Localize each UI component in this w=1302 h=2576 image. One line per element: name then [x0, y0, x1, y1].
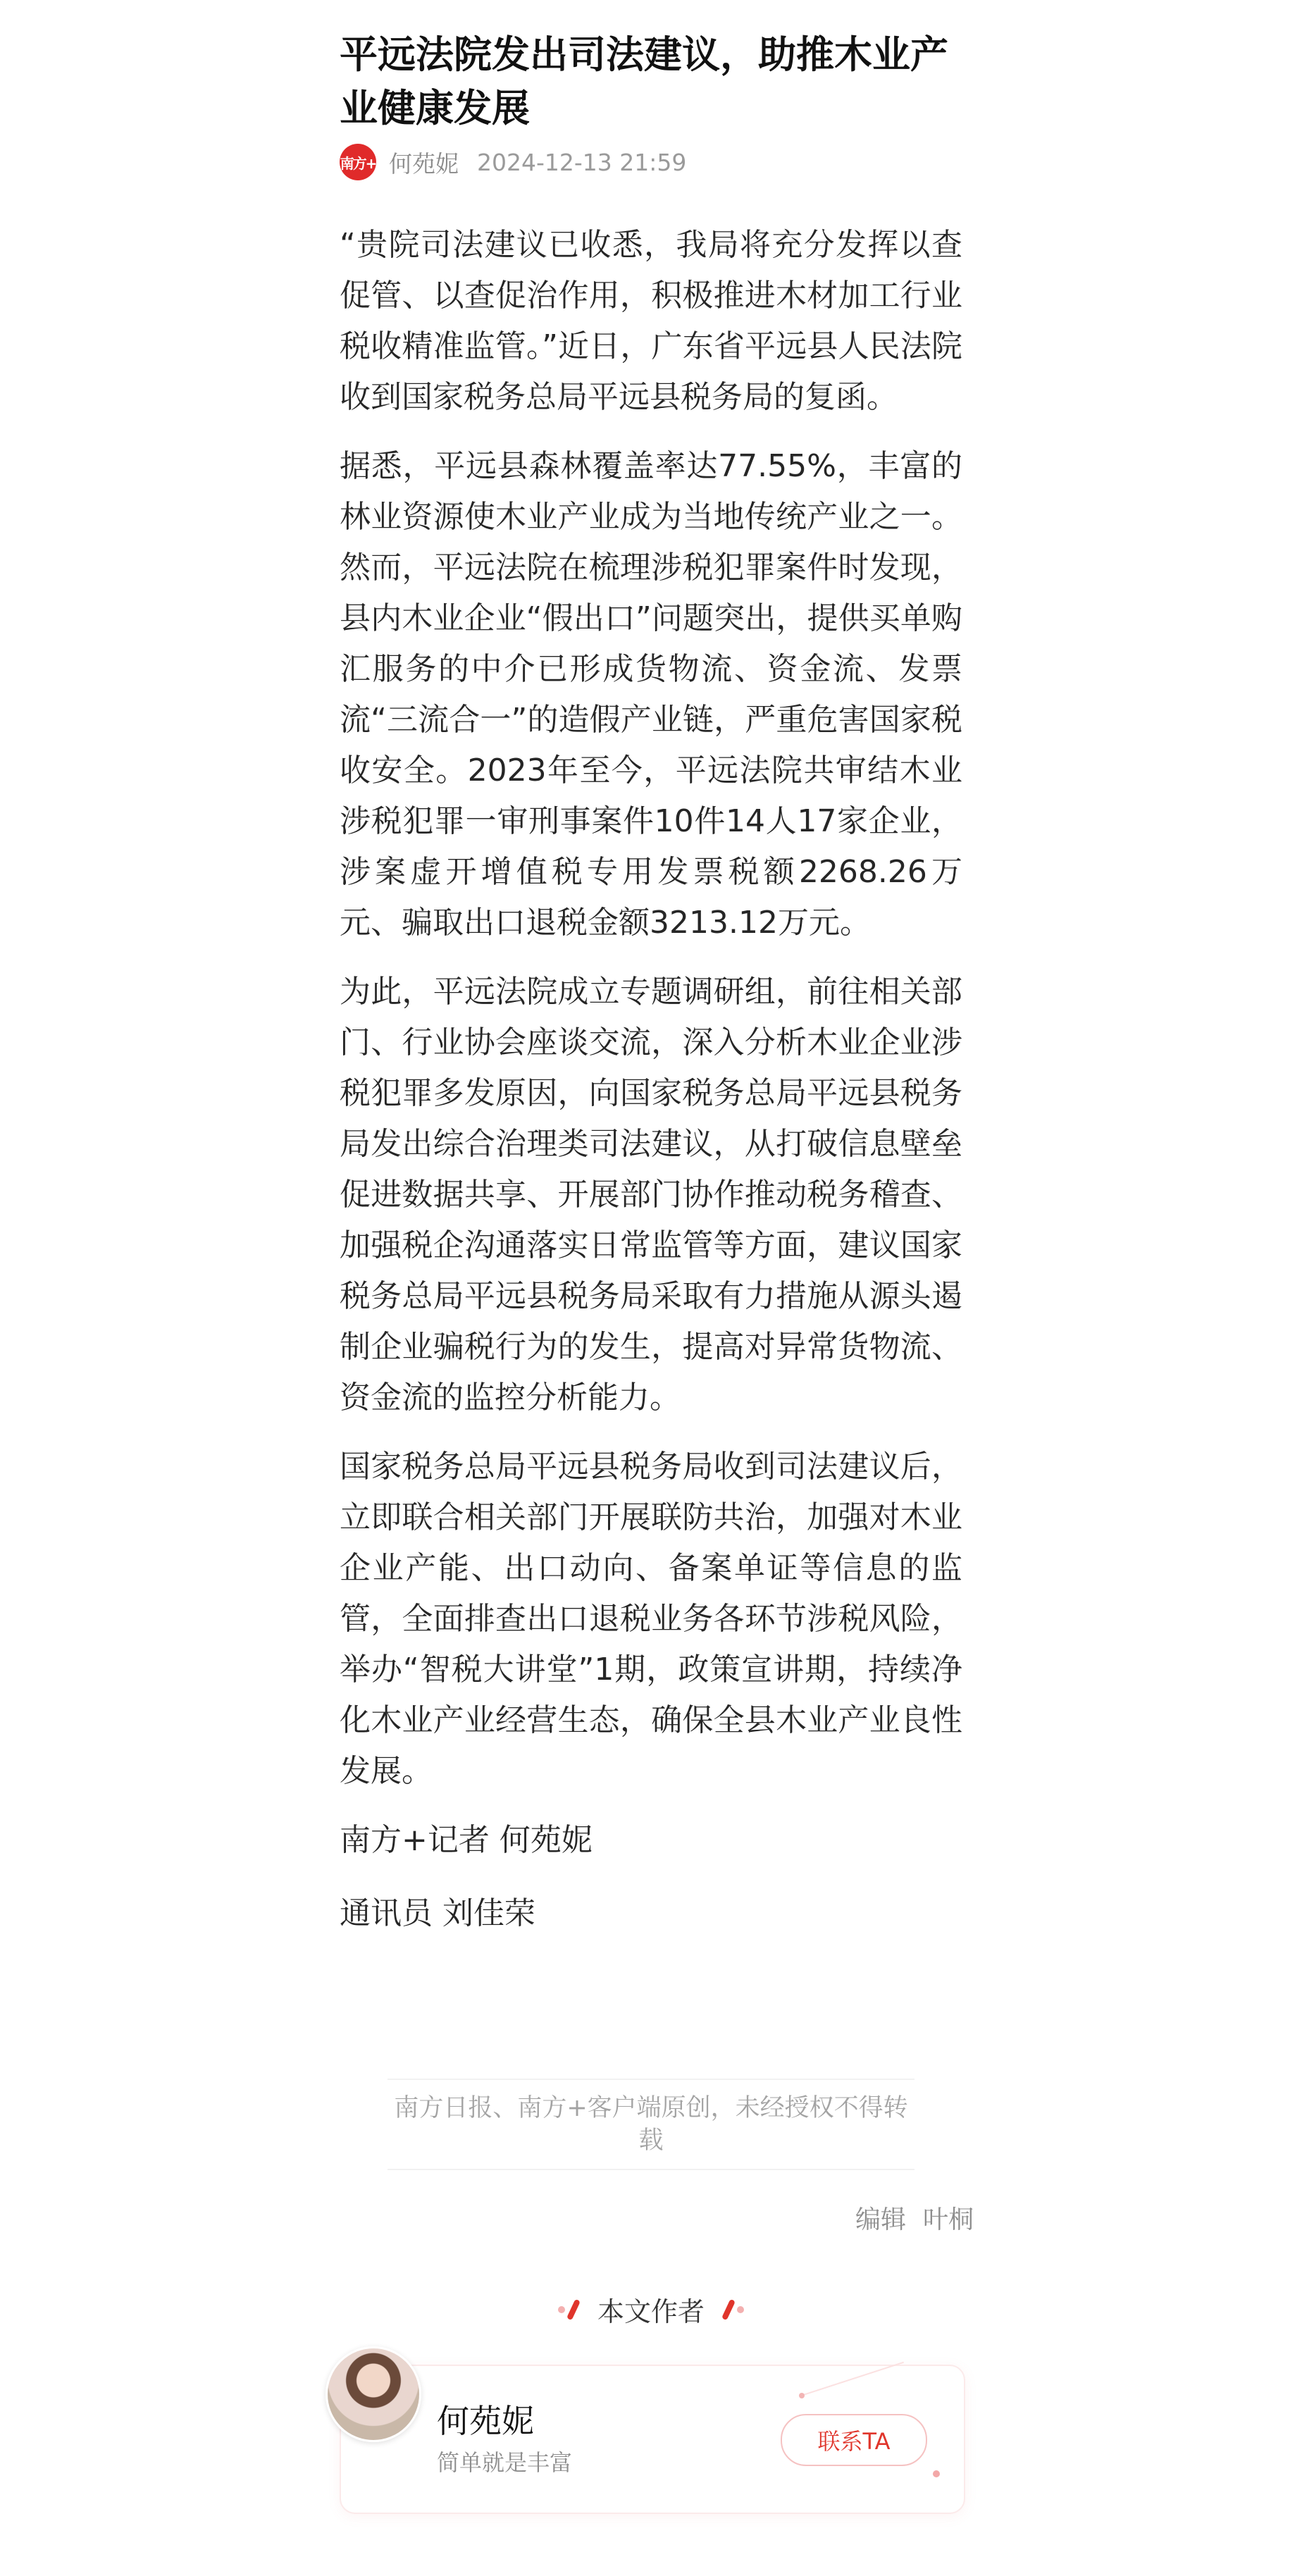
card-decoration-dot: [799, 2393, 805, 2398]
author-avatar[interactable]: [326, 2346, 421, 2442]
paragraph: “贵院司法建议已收悉，我局将充分发挥以查促管、以查促治作用，积极推进木材加工行业税收精准监管。”近日，广东省平远县人民法院收到国家税务总局平远县税务局的复函。: [340, 227, 962, 415]
author-signature: 简单就是丰富: [437, 2449, 573, 2476]
editor-line: [838, 2200, 974, 2236]
author-section-heading: [0, 2290, 1302, 2329]
right-decoration-icon: [720, 2299, 744, 2320]
author-heading-text: 本文作者: [597, 2296, 705, 2327]
correspondent-credit: 通讯员 刘佳荣: [340, 1895, 535, 1931]
copyright-notice: 南方日报、南方+客户端原创，未经授权不得转载: [388, 2079, 914, 2170]
article-title: 平远法院发出司法建议，助推木业产业健康发展: [340, 32, 948, 130]
card-decoration-dot: [933, 2470, 940, 2477]
nanfang-logo-icon: 南方+: [340, 144, 376, 180]
article-body: [340, 220, 962, 1962]
paragraph: 据悉，平远县森林覆盖率达77.55%，丰富的林业资源使木业产业成为当地传统产业之一。然而，平远法院在梳理涉税犯罪案件时发现，县内木业企业“假出口”问题突出，提供买单购汇服务的中介已形成货物流、资金流、发票流“三流合一”的造假产业链，严重危害国家税收安全。2023年至今，平远法院共审结木业涉税犯罪一审刑事案件10件14人17家企业，涉案虚开增值税专用发票税额2268.26万元、骗取出口退税金额3213.12万元。: [340, 448, 962, 941]
author-card-name[interactable]: 何苑妮: [437, 2402, 534, 2440]
contact-author-button[interactable]: 联系TA: [781, 2414, 927, 2466]
editor-label: 编辑: [855, 2205, 906, 2234]
paragraph: 为此，平远法院成立专题调研组，前往相关部门、行业协会座谈交流，深入分析木业企业涉税犯罪多发原因，向国家税务总局平远县税务局发出综合治理类司法建议，从打破信息壁垒促进数据共享、开展部门协作推动税务稽查、加强税企沟通落实日常监管等方面，建议国家税务总局平远县税务局采取有力措施从源头遏制企业骗税行为的发生，提高对异常货物流、资金流的监控分析能力。: [340, 974, 962, 1416]
editor-name: 叶桐: [922, 2205, 974, 2234]
author-name[interactable]: 何苑妮: [389, 149, 459, 178]
reporter-credit: 南方+记者 何苑妮: [340, 1822, 593, 1858]
publish-time: 2024-12-13 21:59: [477, 148, 687, 176]
left-decoration-icon: [558, 2299, 582, 2320]
paragraph: 国家税务总局平远县税务局收到司法建议后，立即联合相关部门开展联防共治，加强对木业企业产能、出口动向、备案单证等信息的监管，全面排查出口退税业务各环节涉税风险，举办“智税大讲堂”1期，政策宣讲期，持续净化木业产业经营生态，确保全县木业产业良性发展。: [340, 1449, 962, 1789]
article-meta: [340, 141, 962, 183]
